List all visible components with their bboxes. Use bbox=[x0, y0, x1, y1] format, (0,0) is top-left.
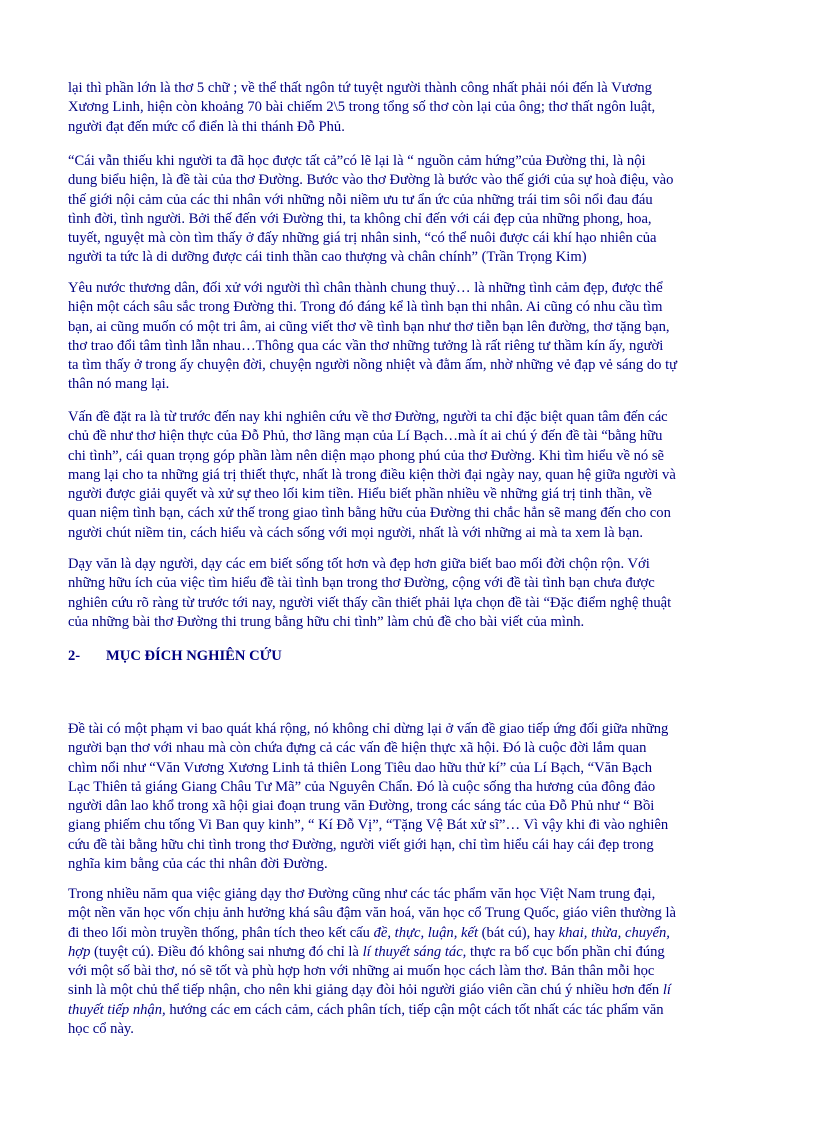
text-line: quan niệm tình bạn, cách xử thế trong giao tình bằng hữu của Đường thi chắc hẳn sẽ mang đến cho con bbox=[68, 505, 671, 522]
text-line: ta tìm thấy ở trong ấy chuyện đời, chuyện người nồng nhiệt và đằm ấm, nhờ những vẻ đạp vẻ sáng do tự bbox=[68, 357, 678, 374]
text-line: học cổ này. bbox=[68, 1021, 134, 1038]
text-line: mang lại cho ta những giá trị thiết thực, nhất là trong điều kiện thời đại ngày nay, quan hệ giữa người và bbox=[68, 466, 676, 483]
text-line: một nền văn học vốn chịu ảnh hưởng khá sâu đậm văn hoá, văn học cổ Trung Quốc, giáo viên thường là bbox=[68, 905, 676, 922]
section-number: 2- bbox=[68, 648, 81, 664]
paragraph-7 bbox=[68, 885, 762, 1039]
section-title: MỤC ĐÍCH NGHIÊN CỨU bbox=[106, 648, 282, 664]
text-line: cứu đề tài bằng hữu chi tình trong thơ Đường, người viết giới hạn, chỉ tìm hiểu cái hay cái đẹp trong bbox=[68, 836, 654, 853]
text-line: người dân lao khổ trong xã hội giai đoạn trung văn Đường, trong các sáng tác của Đỗ Phủ như “ Bồi bbox=[68, 798, 655, 815]
text-line: chi tình”, cái quan trọng góp phần làm nên diện mạo phong phú của thơ Đường. Khi tìm hiểu về nó sẽ bbox=[68, 447, 665, 464]
text-line: thân nó mang lại. bbox=[68, 376, 170, 393]
text-line: người bạn thơ với nhau mà còn chứa đựng cả các vấn đề hiện thực xã hội. Đó là cuộc đời lắm quan bbox=[68, 740, 647, 757]
text-run: (bát cú), hay bbox=[478, 924, 559, 941]
text-line: thơ trao đổi tâm tình lẫn nhau…Thông qua các vần thơ những tưởng là rất riêng tư thầm kín ấy, người bbox=[68, 337, 664, 354]
text-line: Xương Linh, hiện còn khoảng 70 bài chiếm 2\5 trong tổng số thơ còn lại của ông; thơ thất ngôn luật, bbox=[68, 99, 656, 116]
text-line: chủ đề như thơ hiện thực của Đỗ Phủ, thơ lãng mạn của Lí Bạch…mà ít ai chú ý đến đề tài “bằng hữu bbox=[68, 428, 663, 445]
text-line: thế giới nội cảm của các thi nhân với những nỗi niềm ưu tư ẩn ức của những trái tim sôi nổi đau đáu bbox=[68, 191, 653, 208]
text-line: Vấn đề đặt ra là từ trước đến nay khi nghiên cứu về thơ Đường, người ta chỉ đặc biệt quan tâm đến các bbox=[68, 409, 668, 425]
text-line: giang phiếm chu tống Vi Ban quy kinh”, “ Kí Đỗ Vị”, “Tặng Vệ Bát xử sĩ”… Vì vậy khi đi vào nghiên bbox=[68, 817, 669, 834]
paragraph-2 bbox=[68, 152, 762, 268]
text-line bbox=[68, 924, 762, 943]
text-line: Lạc Thiên tả giáng Giang Châu Tư Mã” của Nguyên Chẩn. Đó là cuộc sống tha hương của đông đảo bbox=[68, 778, 656, 795]
text-run: thực ra bố cục bốn phần chỉ đúng bbox=[466, 943, 665, 960]
text-line bbox=[68, 1001, 762, 1020]
text-line: tình đời, tình người. Bởi thế đến với Đường thi, ta không chỉ đến với cái đẹp của những phong, hoa, bbox=[68, 210, 652, 227]
text-line: Dạy văn là dạy người, dạy các em biết sống tốt hơn và đẹp hơn giữa biết bao mối đời chộn rộn. Với bbox=[68, 556, 650, 572]
text-line: dung biểu hiện, là đề tài của thơ Đường. Bước vào thơ Đường là bước vào thế giới của sự hoà điệu, vào bbox=[68, 172, 674, 189]
paragraph-3 bbox=[68, 279, 762, 395]
paragraph-4 bbox=[68, 408, 762, 543]
italic-term: lí thuyết sáng tác, bbox=[362, 943, 467, 960]
text-line: “Cái vẫn thiếu khi người ta đã học được tất cả”có lẽ lại là “ nguồn cảm hứng”của Đường thi, là nội bbox=[68, 153, 646, 169]
text-line bbox=[68, 981, 762, 1000]
text-line: người chút niềm tin, cách hiểu và cách sống với mọi người, nhất là với những ai mà ta xem là bạn. bbox=[68, 524, 643, 541]
section-heading bbox=[68, 647, 282, 666]
text-run: đi theo lối mòn truyền thống, phân tích theo kết cấu bbox=[68, 924, 374, 941]
text-line: của những bài thơ Đường thi trung bằng hữu chi tình” làm chủ đề cho bài viết của mình. bbox=[68, 613, 585, 630]
text-run: (tuyệt cú). Điều đó không sai nhưng đó chỉ là bbox=[90, 943, 363, 960]
text-line: tuyết, nguyệt mà còn tìm thấy ở đấy những giá trị nhân sinh, “có thể nuôi được cái khí hạo nhiên của bbox=[68, 230, 657, 247]
italic-term: thuyết tiếp nhận, bbox=[68, 1001, 166, 1018]
text-line: bạn, ai cũng muốn có một tri âm, ai cũng viết thơ về tình bạn như thơ tiễn bạn lên đường, thơ tặng bạn, bbox=[68, 318, 670, 335]
paragraph-1 bbox=[68, 79, 762, 137]
text-run: hướng các em cách cảm, cách phân tích, tiếp cận một cách tốt nhất các tác phẩm văn bbox=[165, 1001, 664, 1018]
text-line: người đạt đến mức cổ điển là thi thánh Đỗ Phủ. bbox=[68, 118, 345, 135]
italic-term: đề, thực, luận, kết bbox=[373, 924, 479, 941]
paragraph-6 bbox=[68, 720, 762, 874]
text-line: nghĩa kim bằng của các thi nhân đời Đường. bbox=[68, 856, 328, 873]
text-line: người ta tức là di dưỡng được cái tinh thần cao thượng và chân chính” (Trần Trọng Kim) bbox=[68, 249, 587, 266]
italic-term: khai, thừa, chuyển, bbox=[558, 924, 670, 941]
paragraph-5 bbox=[68, 555, 762, 632]
text-line: những hữu ích của việc tìm hiểu đề tài tình bạn trong thơ Đường, cộng với đề tài tình bạn chưa được bbox=[68, 575, 655, 592]
text-line: nghiên cứu rõ ràng từ trước tới nay, người viết thấy cần thiết phải lựa chọn đề tài “Đặc điểm nghệ thuật bbox=[68, 594, 672, 611]
text-line: Trong nhiều năm qua việc giảng dạy thơ Đường cũng như các tác phẩm văn học Việt Nam trung đại, bbox=[68, 886, 656, 902]
italic-term: lí bbox=[662, 982, 671, 999]
text-run: sinh là một chủ thể tiếp nhận, cho nên khi giảng dạy đòi hỏi người giáo viên cần chú ý nhiều hơn đến bbox=[68, 982, 663, 999]
text-line: người được giải quyết và xử sự theo lối kim tiền. Hiểu biết phần nhiều về những giá trị tinh thần, về bbox=[68, 486, 652, 503]
text-line: Đề tài có một phạm vi bao quát khá rộng, nó không chỉ dừng lại ở vấn đề giao tiếp ứng đối giữa những bbox=[68, 721, 669, 737]
text-line: Yêu nước thương dân, đối xử với người thì chân thành chung thuỷ… là những tình cảm đẹp, được thể bbox=[68, 280, 663, 296]
italic-term: hợp bbox=[68, 943, 91, 960]
text-line bbox=[68, 943, 762, 962]
text-line: với một số bài thơ, nó sẽ tốt và phù hợp hơn với những ai muốn học cách làm thơ. Bản thân mỗi học bbox=[68, 963, 655, 980]
text-line: hiện một cách sâu sắc trong Đường thi. Trong đó đáng kể là tình bạn thi nhân. Ai cũng có nhu cầu tìm bbox=[68, 299, 663, 316]
text-line: chìm nổi như “Văn Vương Xương Linh tả thiên Long Tiêu dao hữu thử kí” của Lí Bạch, “Văn Bạch bbox=[68, 759, 653, 776]
text-line: lại thì phần lớn là thơ 5 chữ ; về thể thất ngôn tứ tuyệt người thành công nhất phải nói đến là Vương bbox=[68, 80, 652, 96]
